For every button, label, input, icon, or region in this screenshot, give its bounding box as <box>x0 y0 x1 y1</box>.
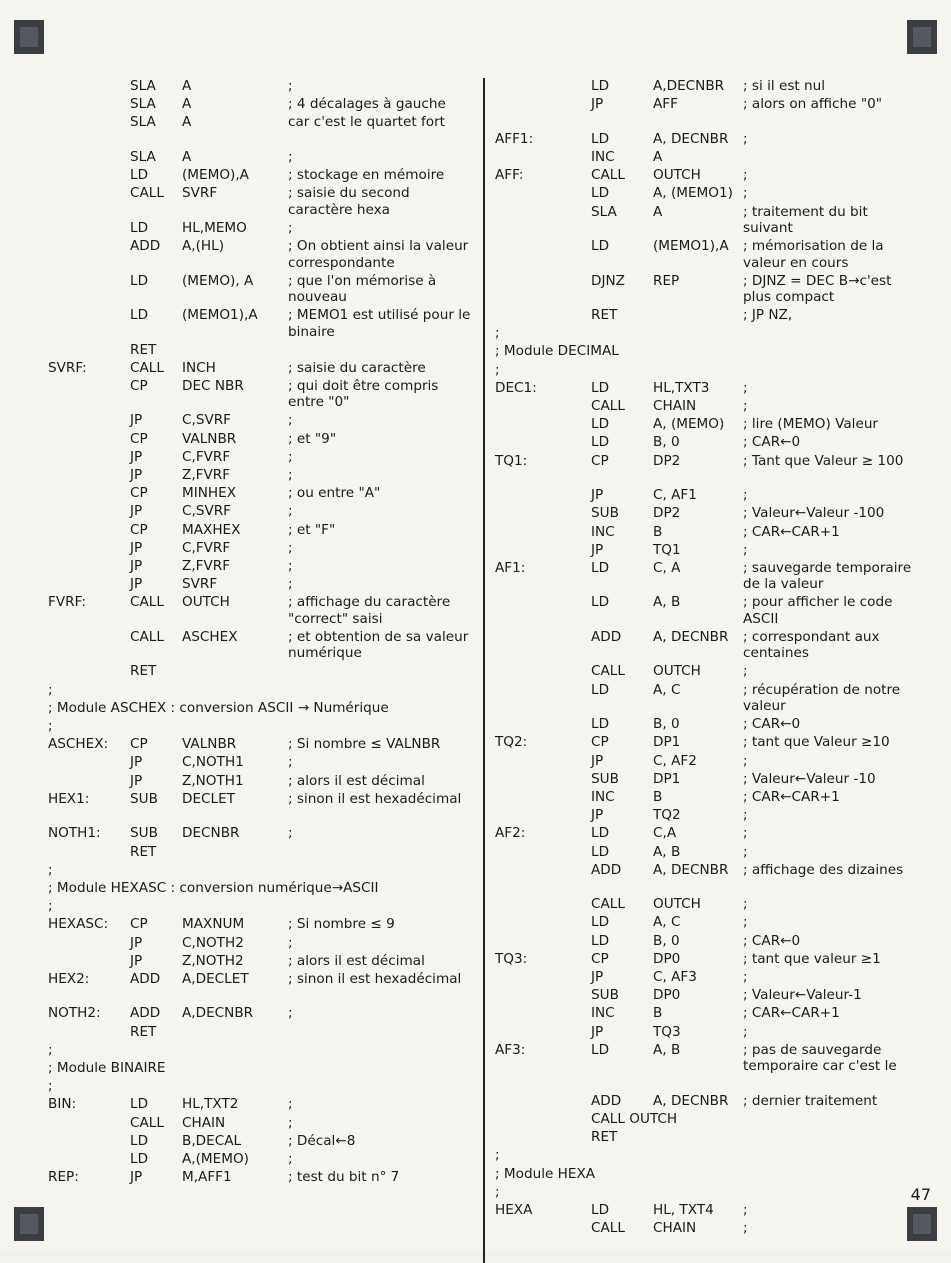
code-label: ; <box>48 1041 53 1058</box>
code-label: ; <box>495 325 500 342</box>
code-opcode: SLA <box>591 203 617 220</box>
code-comment: ; sinon il est hexadécimal <box>288 790 462 807</box>
code-opcode: LD <box>591 681 610 698</box>
code-operand: SVRF <box>182 576 218 593</box>
code-operand: SVRF <box>182 185 218 202</box>
code-opcode: INC <box>591 788 615 805</box>
code-label: ; <box>48 681 53 698</box>
code-operand: C,FVRF <box>182 448 231 465</box>
code-opcode: LD <box>591 594 610 611</box>
code-comment: ; qui doit être compris entre "0" <box>288 377 439 411</box>
code-label: ; Module HEXASC : conversion numérique→ASCII <box>48 879 379 896</box>
code-opcode: JP <box>130 772 143 789</box>
code-opcode: SUB <box>591 987 619 1004</box>
code-operand: A, B <box>653 1041 681 1058</box>
code-opcode: ADD <box>591 861 622 878</box>
code-comment: ; Tant que Valeur ≥ 100 <box>743 452 904 469</box>
code-comment: ; <box>743 167 748 184</box>
code-operand: MINHEX <box>182 485 237 502</box>
code-opcode: JP <box>130 558 143 574</box>
code-comment: ; tant que Valeur ≥10 <box>743 734 890 751</box>
code-operand: (MEMO), A <box>182 272 254 289</box>
code-opcode: SUB <box>591 505 619 522</box>
code-operand: C,SVRF <box>182 503 232 520</box>
code-operand: DP2 <box>653 505 681 522</box>
page-number: 47 <box>910 1185 931 1204</box>
code-comment: ; que l'on mémorise à nouveau <box>288 272 437 305</box>
code-opcode: LD <box>591 559 610 576</box>
code-comment: ; <box>288 1114 293 1131</box>
code-opcode: JP <box>130 448 143 465</box>
code-opcode: JP <box>130 934 143 951</box>
code-opcode: LD <box>591 238 610 254</box>
code-operand: DP2 <box>653 452 681 469</box>
code-opcode: LD <box>591 825 610 842</box>
code-comment: ; <box>288 412 293 429</box>
code-opcode: CP <box>130 916 148 933</box>
code-label: TQ1: <box>495 452 528 469</box>
code-comment: ; tant que valeur ≥1 <box>743 950 881 967</box>
code-operand: (MEMO1),A <box>653 238 729 254</box>
code-label: ; Module BINAIRE <box>48 1060 166 1076</box>
code-operand: CHAIN <box>653 398 697 414</box>
code-label: ; Module ASCHEX : conversion ASCII → Numérique <box>48 699 389 716</box>
code-label: ; <box>495 1147 500 1164</box>
code-comment: ; et "F" <box>288 521 336 538</box>
code-comment: ; <box>743 130 748 147</box>
code-operand: A,DECNBR <box>653 78 725 94</box>
code-operand: DECNBR <box>182 825 240 842</box>
code-operand: MAXNUM <box>182 916 245 933</box>
code-label: AFF1: <box>495 130 534 147</box>
code-label: ; <box>48 898 53 915</box>
code-comment: ; affichage des dizaines <box>743 861 904 878</box>
code-opcode: JP <box>130 412 143 429</box>
code-opcode: LD <box>591 914 610 931</box>
code-opcode: CALL <box>130 594 164 611</box>
code-opcode: ADD <box>130 238 161 254</box>
code-opcode: SUB <box>130 825 158 842</box>
code-opcode: SLA <box>130 78 156 94</box>
code-operand: ASCHEX <box>182 628 238 645</box>
code-comment: ; alors il est décimal <box>288 952 425 969</box>
code-operand: TQ2 <box>653 807 681 824</box>
code-operand: Z,FVRF <box>182 558 231 574</box>
code-opcode: SUB <box>130 790 158 807</box>
code-comment: ; <box>743 969 748 985</box>
code-opcode: CP <box>130 736 148 753</box>
code-opcode: JP <box>591 807 604 824</box>
code-operand: A,DECLET <box>182 970 249 987</box>
code-opcode: JP <box>130 467 143 483</box>
code-operand: HL,TXT3 <box>653 379 710 396</box>
code-opcode: JP <box>591 1023 604 1040</box>
code-opcode: ADD <box>591 628 622 645</box>
code-operand: A <box>653 148 663 165</box>
code-operand: OUTCH <box>653 896 701 913</box>
code-operand: VALNBR <box>182 430 237 447</box>
code-opcode: LD <box>591 78 610 94</box>
code-opcode: LD <box>130 1096 149 1113</box>
code-label: ASCHEX: <box>48 736 109 753</box>
code-operand: C, AF3 <box>653 969 697 985</box>
code-label: HEXA <box>495 1202 533 1218</box>
code-comment: ; <box>288 934 293 951</box>
registration-mark-top-right <box>907 20 937 54</box>
code-comment: ; Valeur←Valeur -100 <box>743 505 885 522</box>
code-opcode: LD <box>591 379 610 396</box>
code-comment: ; <box>288 1151 293 1167</box>
code-operand: C,A <box>653 825 677 842</box>
code-operand: OUTCH <box>182 594 230 611</box>
code-operand: Z,NOTH2 <box>182 952 244 969</box>
code-operand: A <box>653 203 663 220</box>
code-operand: CHAIN <box>653 1220 697 1237</box>
code-opcode: DJNZ <box>591 272 625 289</box>
code-operand: (MEMO1),A <box>182 307 258 323</box>
code-label: ; <box>48 861 53 878</box>
code-label: SVRF: <box>48 359 87 376</box>
code-label: ; <box>495 1183 500 1200</box>
code-comment: ; <box>743 825 748 842</box>
code-opcode: ADD <box>591 1092 622 1109</box>
code-opcode: CALL <box>591 398 625 414</box>
code-label: TQ2: <box>495 734 528 751</box>
code-operand: CHAIN <box>182 1114 226 1131</box>
code-operand: A, DECNBR <box>653 1092 729 1109</box>
code-comment: ; <box>288 448 293 465</box>
code-opcode: RET <box>130 843 157 860</box>
code-operand: A <box>182 78 192 94</box>
code-opcode: INC <box>591 148 615 165</box>
code-opcode: SLA <box>130 96 156 113</box>
code-comment: ; alors on affiche "0" <box>743 96 882 113</box>
code-operand: REP <box>653 272 680 289</box>
code-operand: VALNBR <box>182 736 237 753</box>
code-operand: AFF <box>653 96 678 113</box>
code-opcode: SUB <box>591 770 619 787</box>
code-opcode: SLA <box>130 148 156 165</box>
code-comment: ; JP NZ, <box>743 307 793 323</box>
code-opcode: CALL <box>591 663 625 680</box>
code-opcode: JP <box>591 541 604 558</box>
code-opcode: LD <box>130 272 149 289</box>
code-opcode: JP <box>130 952 143 969</box>
code-opcode: LD <box>591 716 610 733</box>
code-comment: ; Décal←8 <box>288 1132 356 1149</box>
code-comment: ; <box>288 539 293 556</box>
code-operand: MAXHEX <box>182 521 241 538</box>
code-opcode: RET <box>130 663 157 680</box>
code-label: ; <box>48 1078 53 1095</box>
code-operand: DP1 <box>653 734 681 751</box>
code-opcode: JP <box>130 1169 143 1186</box>
code-comment: ; CAR←CAR+1 <box>743 523 840 540</box>
code-comment: ; sauvegarde temporaire de la valeur <box>743 559 912 593</box>
code-operand: HL,TXT2 <box>182 1096 239 1113</box>
code-operand: DECLET <box>182 790 236 807</box>
code-opcode: JP <box>591 96 604 113</box>
code-opcode: CALL <box>130 1114 164 1131</box>
code-operand: B, 0 <box>653 434 680 451</box>
code-comment: ; <box>288 219 293 236</box>
code-label: AF1: <box>495 559 526 576</box>
code-comment: ; récupération de notre valeur <box>743 681 901 715</box>
code-comment: ; pour afficher le code ASCII <box>743 594 893 627</box>
code-operand: B,DECAL <box>182 1132 242 1149</box>
code-label: HEXASC: <box>48 916 109 933</box>
code-operand: A, DECNBR <box>653 861 729 878</box>
code-opcode: CALL <box>130 359 164 376</box>
code-operand: A, (MEMO) <box>653 416 725 433</box>
code-opcode: RET <box>130 341 157 358</box>
code-operand: DP0 <box>653 950 681 967</box>
code-comment: ; lire (MEMO) Valeur <box>743 416 879 433</box>
code-comment: ; correspondant aux centaines <box>743 628 880 662</box>
code-comment: ; <box>288 148 293 165</box>
code-opcode: JP <box>130 503 143 520</box>
code-opcode: JP <box>591 487 604 504</box>
code-opcode: SLA <box>130 114 156 131</box>
code-comment: ; et obtention de sa valeur numérique <box>288 628 469 662</box>
code-opcode: RET <box>591 1129 618 1146</box>
code-operand: TQ1 <box>653 541 681 558</box>
code-operand: DP0 <box>653 987 681 1004</box>
code-operand: A,(HL) <box>182 238 225 254</box>
code-comment: ; <box>743 398 748 414</box>
code-operand: B <box>653 523 663 540</box>
code-operand: C,SVRF <box>182 412 232 429</box>
code-opcode: ADD <box>130 970 161 987</box>
code-comment: ; affichage du caractère "correct" saisi <box>288 594 451 627</box>
code-comment: ; CAR←0 <box>743 434 801 451</box>
code-comment: ; <box>743 752 748 769</box>
code-label: AF2: <box>495 825 526 842</box>
code-comment: ; <box>288 1096 293 1113</box>
code-opcode: CALL <box>591 1220 625 1237</box>
code-comment: ; <box>743 807 748 824</box>
code-operand: HL, TXT4 <box>653 1202 714 1218</box>
code-comment: ; <box>743 185 748 202</box>
code-comment: ; test du bit n° 7 <box>288 1169 400 1186</box>
code-comment: car c'est le quartet fort <box>288 114 446 131</box>
code-comment: ; mémorisation de la valeur en cours <box>743 238 884 271</box>
code-comment: ; <box>743 843 748 860</box>
code-operand: OUTCH <box>653 167 701 184</box>
code-operand: (MEMO),A <box>182 167 249 184</box>
registration-mark-bottom-left <box>14 1207 44 1241</box>
code-comment: ; MEMO1 est utilisé pour le binaire <box>288 307 471 340</box>
code-operand: A, DECNBR <box>653 628 729 645</box>
code-comment: ; <box>288 467 293 483</box>
code-operand: Z,FVRF <box>182 467 231 483</box>
code-operand: TQ3 <box>653 1023 681 1040</box>
code-comment: ; <box>288 558 293 574</box>
code-comment: ; <box>288 825 293 842</box>
code-comment: ; On obtient ainsi la valeur correspondante <box>288 238 469 271</box>
code-opcode: JP <box>591 752 604 769</box>
code-operand: A,DECNBR <box>182 1005 254 1022</box>
code-opcode: RET <box>591 307 618 323</box>
code-operand: A <box>182 96 192 113</box>
code-label: TQ3: <box>495 950 528 967</box>
code-comment: ; <box>743 1220 748 1237</box>
code-operand: Z,NOTH1 <box>182 772 244 789</box>
code-opcode: LD <box>130 307 149 323</box>
code-operand: C,NOTH1 <box>182 754 244 771</box>
code-label: HEX1: <box>48 790 90 807</box>
code-label: NOTH2: <box>48 1005 101 1022</box>
code-opcode: INC <box>591 1005 615 1022</box>
code-operand: INCH <box>182 359 216 376</box>
code-opcode: CALL <box>130 185 164 202</box>
code-opcode: INC <box>591 523 615 540</box>
code-label: NOTH1: <box>48 825 101 842</box>
code-operand: B <box>653 1005 663 1022</box>
code-opcode: CP <box>591 452 609 469</box>
code-comment: ; et "9" <box>288 430 337 447</box>
code-opcode: CALL <box>130 628 164 645</box>
code-comment: ; pas de sauvegarde temporaire car c'est le <box>743 1041 897 1075</box>
code-comment: ; alors il est décimal <box>288 772 425 789</box>
code-label: BIN: <box>48 1096 77 1113</box>
code-label: AF3: <box>495 1041 526 1058</box>
code-comment: ; 4 décalages à gauche <box>288 96 446 113</box>
code-opcode: LD <box>591 416 610 433</box>
code-opcode: JP <box>130 754 143 771</box>
code-operand: DEC NBR <box>182 377 244 394</box>
code-comment: ; <box>288 503 293 520</box>
code-opcode: CALL <box>591 896 625 913</box>
column-divider <box>483 78 485 1263</box>
code-operand: A, B <box>653 594 681 611</box>
code-comment: ; <box>288 754 293 771</box>
code-operand: A, B <box>653 843 681 860</box>
code-operand: A, C <box>653 681 681 698</box>
code-comment: ; <box>743 896 748 913</box>
code-operand: A, DECNBR <box>653 130 729 147</box>
code-operand: A, (MEMO1) <box>653 185 733 202</box>
code-comment: ; <box>743 541 748 558</box>
code-comment: ; saisie du caractère <box>288 359 426 376</box>
code-comment: ; sinon il est hexadécimal <box>288 970 462 987</box>
code-operand: M,AFF1 <box>182 1169 232 1186</box>
code-operand: OUTCH <box>653 663 701 680</box>
code-label: REP: <box>48 1169 79 1186</box>
code-opcode: LD <box>130 1151 149 1167</box>
code-comment: ; <box>288 1005 293 1022</box>
code-comment: ; <box>743 663 748 680</box>
code-opcode: LD <box>591 1041 610 1058</box>
code-opcode: LD <box>130 1132 149 1149</box>
code-label: ; <box>495 361 500 378</box>
code-comment: ; traitement du bit suivant <box>743 203 868 236</box>
code-comment: ; DJNZ = DEC B→c'est plus compact <box>743 272 892 305</box>
code-operand: HL,MEMO <box>182 219 247 236</box>
code-comment: ; <box>288 78 293 94</box>
code-comment: ; Valeur←Valeur -10 <box>743 770 876 787</box>
code-opcode: LD <box>591 130 610 147</box>
code-operand: C, AF2 <box>653 752 697 769</box>
code-comment: ; <box>743 379 748 396</box>
code-label: AFF: <box>495 167 524 184</box>
code-comment: ; si il est nul <box>743 78 826 94</box>
code-opcode: LD <box>130 167 149 184</box>
code-comment: ; <box>288 576 293 593</box>
code-opcode: ADD <box>130 1005 161 1022</box>
code-operand: A, C <box>653 914 681 931</box>
code-operand: B, 0 <box>653 716 680 733</box>
code-comment: ; ou entre "A" <box>288 485 381 502</box>
code-opcode: LD <box>591 434 610 451</box>
code-opcode: LD <box>591 185 610 202</box>
code-label: ; Module DECIMAL <box>495 343 619 360</box>
code-comment: ; saisie du second caractère hexa <box>288 185 410 218</box>
code-opcode: LD <box>591 932 610 949</box>
code-label: FVRF: <box>48 594 86 611</box>
code-operand: C, AF1 <box>653 487 697 504</box>
code-comment: ; <box>743 914 748 931</box>
code-opcode: CP <box>591 734 609 751</box>
code-opcode: LD <box>130 219 149 236</box>
code-label: ; Module HEXA <box>495 1165 596 1182</box>
code-operand: C, A <box>653 559 681 576</box>
code-comment: ; stockage en mémoire <box>288 167 445 184</box>
code-operand: B, 0 <box>653 932 680 949</box>
code-comment: ; <box>743 1023 748 1040</box>
code-comment: ; <box>743 487 748 504</box>
code-opcode: CALL <box>591 167 625 184</box>
code-opcode: LD <box>591 1202 610 1218</box>
code-opcode: JP <box>130 539 143 556</box>
code-operand: B <box>653 788 663 805</box>
code-opcode: LD <box>591 843 610 860</box>
code-opcode: CP <box>130 430 148 447</box>
code-label: ; <box>48 718 53 734</box>
code-opcode: CALL OUTCH <box>591 1111 678 1127</box>
code-comment: ; <box>743 1202 748 1218</box>
code-comment: ; CAR←CAR+1 <box>743 1005 840 1022</box>
code-label: HEX2: <box>48 970 90 987</box>
code-operand: C,NOTH2 <box>182 934 244 951</box>
code-opcode: CP <box>591 950 609 967</box>
code-operand: DP1 <box>653 770 681 787</box>
code-operand: A,(MEMO) <box>182 1151 249 1167</box>
code-comment: ; dernier traitement <box>743 1092 878 1109</box>
code-opcode: CP <box>130 521 148 538</box>
code-opcode: CP <box>130 377 148 394</box>
code-operand: A <box>182 114 192 131</box>
code-operand: A <box>182 148 192 165</box>
code-comment: ; Valeur←Valeur-1 <box>743 987 862 1004</box>
code-operand: C,FVRF <box>182 539 231 556</box>
code-opcode: CP <box>130 485 148 502</box>
code-label: DEC1: <box>495 379 537 396</box>
code-comment: ; CAR←0 <box>743 932 801 949</box>
code-comment: ; CAR←CAR+1 <box>743 788 840 805</box>
code-opcode: RET <box>130 1023 157 1040</box>
code-comment: ; Si nombre ≤ VALNBR <box>288 736 441 753</box>
code-comment: ; CAR←0 <box>743 716 801 733</box>
code-opcode: JP <box>591 969 604 985</box>
code-opcode: JP <box>130 576 143 593</box>
code-comment: ; Si nombre ≤ 9 <box>288 916 395 933</box>
registration-mark-top-left <box>14 20 44 54</box>
